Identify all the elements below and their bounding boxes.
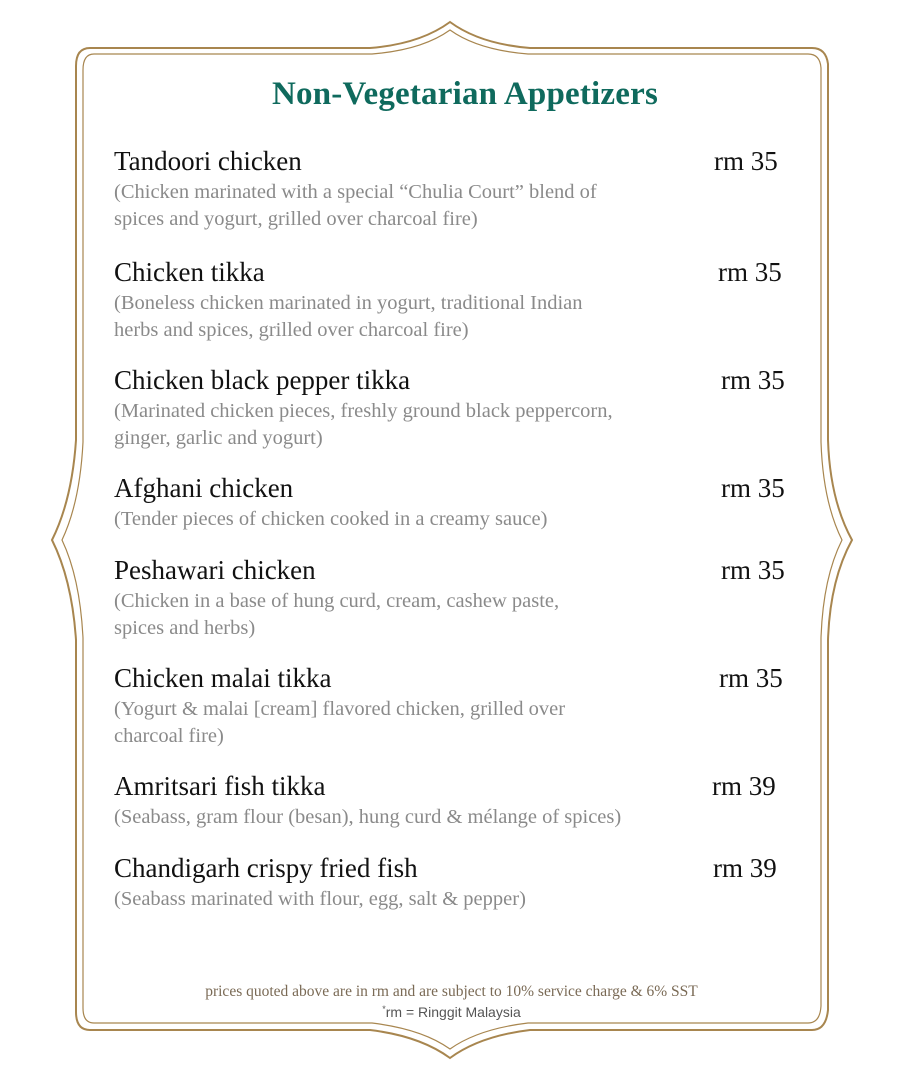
item-name-chicken-black-pepper-tikka: Chicken black pepper tikka (114, 365, 411, 395)
item-name-chicken-malai-tikka: Chicken malai tikka (114, 663, 332, 693)
item-desc-line-2: spices and yogurt, grilled over charcoal fire) (114, 208, 478, 230)
item-price-tandoori-chicken: rm 35 (714, 146, 778, 176)
currency-footnote-text: rm = Ringgit Malaysia (385, 1004, 521, 1020)
item-name-afghani-chicken: Afghani chicken (114, 473, 294, 503)
item-desc-line-2: herbs and spices, grilled over charcoal fire) (114, 319, 469, 341)
item-price-chicken-malai-tikka: rm 35 (719, 663, 783, 693)
item-price-amritsari-fish-tikka: rm 39 (712, 771, 776, 801)
item-price-chandigarh-crispy-fried-fish: rm 39 (713, 853, 777, 883)
item-desc-line-1: (Seabass, gram flour (besan), hung curd & mélange of spices) (114, 806, 622, 828)
item-name-tandoori-chicken: Tandoori chicken (114, 146, 302, 176)
item-desc-line-2: ginger, garlic and yogurt) (114, 427, 323, 449)
item-price-peshawari-chicken: rm 35 (721, 555, 785, 585)
item-name-chicken-tikka: Chicken tikka (114, 257, 265, 287)
item-price-afghani-chicken: rm 35 (721, 473, 785, 503)
item-desc-line-1: (Tender pieces of chicken cooked in a creamy sauce) (114, 508, 548, 530)
item-name-amritsari-fish-tikka: Amritsari fish tikka (114, 771, 326, 801)
item-desc-line-1: (Chicken in a base of hung curd, cream, cashew paste, (114, 590, 560, 612)
currency-footnote (0, 1004, 903, 1020)
section-title: Non-Vegetarian Appetizers (272, 76, 658, 112)
item-desc-line-1: (Seabass marinated with flour, egg, salt & pepper) (114, 888, 526, 910)
item-desc-line-1: (Boneless chicken marinated in yogurt, traditional Indian (114, 292, 583, 314)
item-desc-line-1: (Marinated chicken pieces, freshly ground black peppercorn, (114, 400, 613, 422)
item-name-chandigarh-crispy-fried-fish: Chandigarh crispy fried fish (114, 853, 418, 883)
price-footnote: prices quoted above are in rm and are subject to 10% service charge & 6% SST (205, 983, 698, 1000)
footnote-asterisk: * (382, 1004, 386, 1014)
item-price-chicken-black-pepper-tikka: rm 35 (721, 365, 785, 395)
item-desc-line-2: spices and herbs) (114, 617, 256, 639)
item-desc-line-1: (Yogurt & malai [cream] flavored chicken, grilled over (114, 698, 566, 720)
item-name-peshawari-chicken: Peshawari chicken (114, 555, 316, 585)
item-price-chicken-tikka: rm 35 (718, 257, 782, 287)
item-desc-line-1: (Chicken marinated with a special “Chulia Court” blend of (114, 181, 597, 203)
item-desc-line-2: charcoal fire) (114, 725, 224, 747)
